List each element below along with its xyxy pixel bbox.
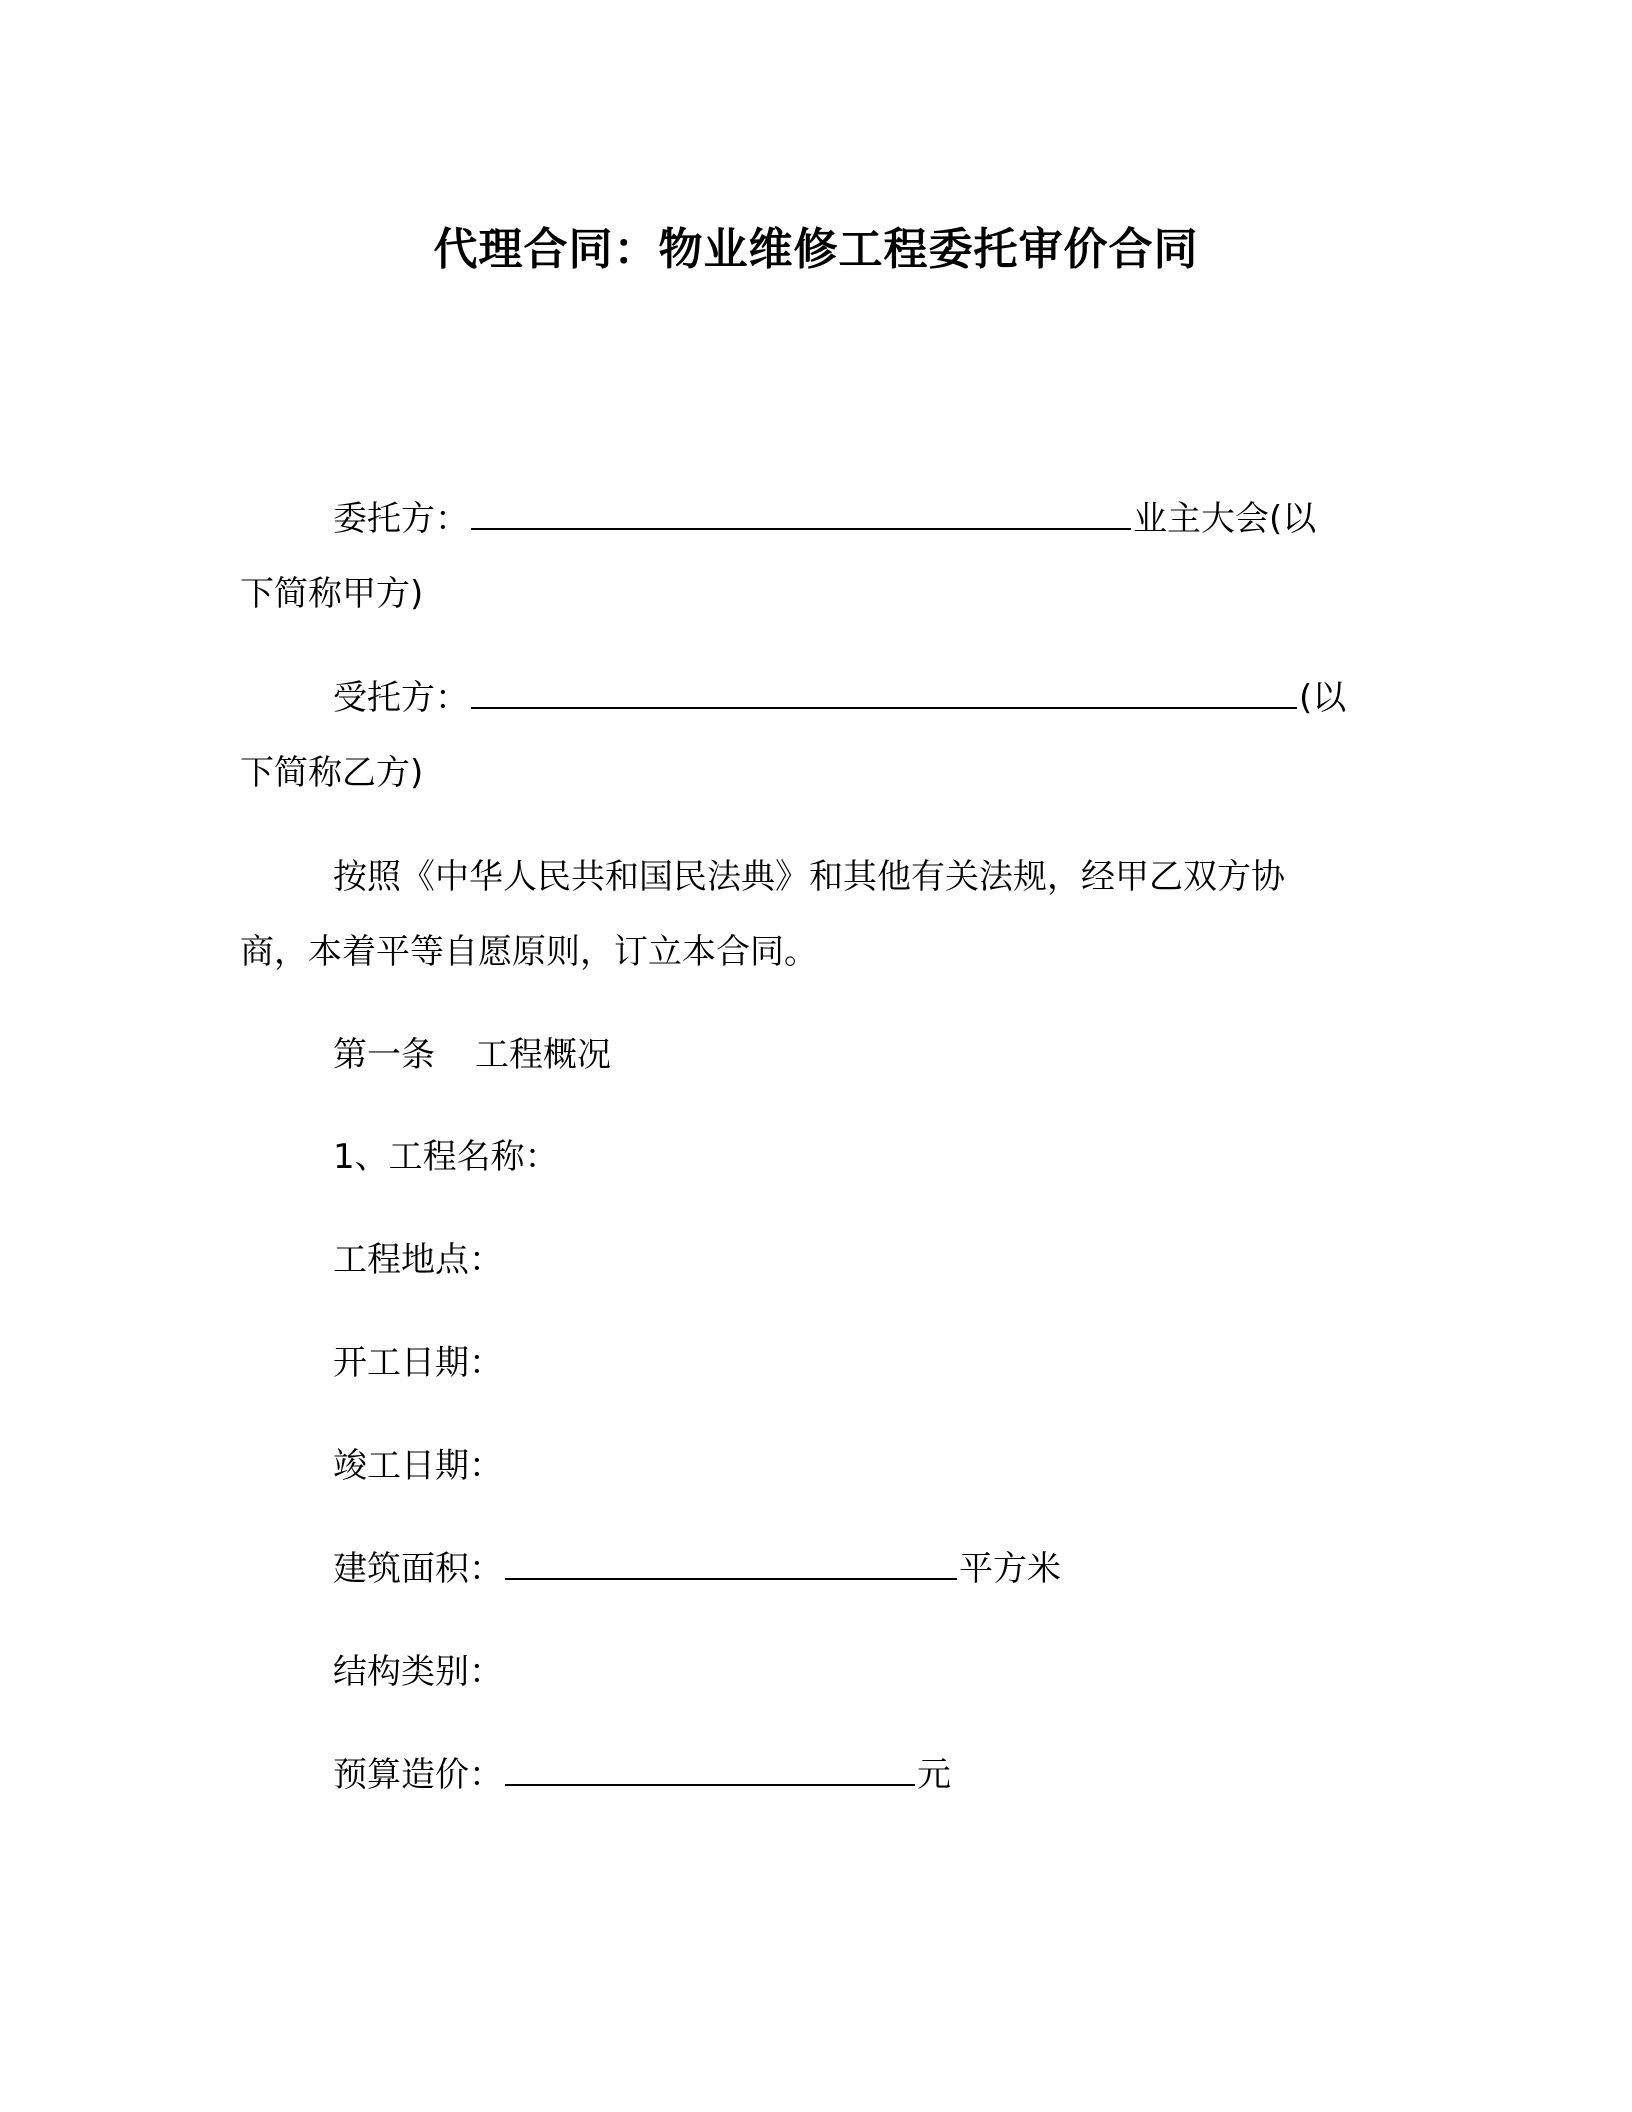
start-date-field: 开工日期： [333, 1343, 503, 1383]
building-area-field [333, 1547, 1061, 1591]
preamble-line-2: 商，本着平等自愿原则，订立本合同。 [240, 932, 818, 972]
budget-field [333, 1753, 951, 1797]
client-label: 委托方： [333, 499, 469, 539]
agent-label: 受托方： [333, 678, 469, 718]
building-area-unit: 平方米 [959, 1549, 1061, 1589]
preamble-line-1: 按照《中华人民共和国民法典》和其他有关法规，经甲乙双方协 [333, 857, 1285, 897]
building-area-label: 建筑面积： [333, 1549, 503, 1589]
structure-type-field: 结构类别： [333, 1652, 503, 1692]
budget-unit: 元 [917, 1755, 951, 1795]
budget-blank[interactable] [505, 1754, 915, 1786]
project-name-field: 1、工程名称： [333, 1137, 559, 1177]
article-number: 第一条 [333, 1035, 435, 1075]
client-line [333, 497, 1316, 541]
article-title: 工程概况 [475, 1035, 611, 1075]
client-continuation: 下简称甲方) [240, 574, 424, 614]
agent-line [333, 676, 1346, 720]
document-title: 代理合同：物业维修工程委托审价合同 [433, 224, 1199, 275]
completion-date-field: 竣工日期： [333, 1446, 503, 1486]
client-suffix: 业主大会(以 [1133, 499, 1317, 539]
article-1-heading [333, 1033, 611, 1077]
agent-continuation: 下简称乙方) [240, 753, 424, 793]
client-name-blank[interactable] [471, 498, 1131, 530]
budget-label: 预算造价： [333, 1755, 503, 1795]
agent-suffix: (以 [1299, 678, 1347, 718]
agent-name-blank[interactable] [471, 677, 1297, 709]
project-location-field: 工程地点： [333, 1240, 503, 1280]
building-area-blank[interactable] [505, 1548, 957, 1580]
